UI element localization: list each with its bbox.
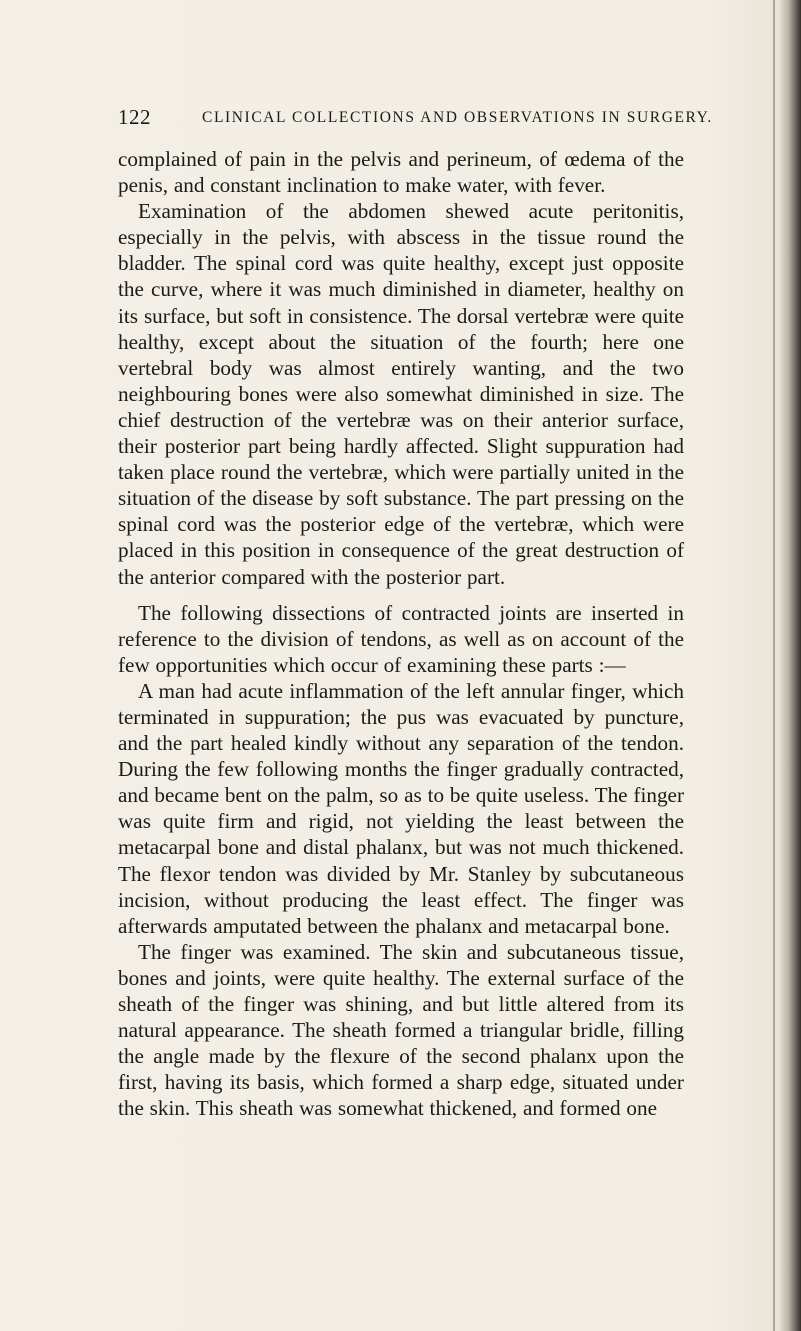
running-head (118, 105, 718, 133)
paragraph-dissections-intro: The following dissections of contracted joints are inserted in reference to the division of tendons, as well as on account of the few opportunities which occur of examining these parts :— (118, 600, 684, 677)
body-text (118, 146, 684, 1121)
page-edge-shadow (779, 0, 801, 1331)
page-edge-line (773, 0, 775, 1331)
paragraph-continuation: complained of pain in the pelvis and perineum, of œdema of the penis, and constant inclination to make water, with fever. (118, 147, 684, 198)
page-number: 122 (118, 105, 151, 129)
paragraph-case-annular-finger: A man had acute inflammation of the left annular finger, which terminated in suppuration; the pus was evacuated by puncture, and the part healed kindly without any separation of the tendon. During the few following months the finger gradually contracted, and became bent on the palm, so as to be quite useless. The finger was quite firm and rigid, not yielding the least between the metacarpal bone and distal phalanx, but was not much thickened. The flexor tendon was divided by Mr. Stanley by subcutaneous incision, without producing the least effect. The finger was afterwards amputated between the phalanx and metacarpal bone. (118, 678, 684, 938)
running-title: CLINICAL COLLECTIONS AND OBSERVATIONS IN SURGERY. (202, 109, 713, 126)
paragraph-examination: Examination of the abdomen shewed acute peritonitis, especially in the pelvis, with abscess in the tissue round the bladder. The spinal cord was quite healthy, except just opposite the curve, where it was much diminished in diameter, healthy on its surface, but soft in consistence. The dorsal vertebræ were quite healthy, except about the situation of the fourth; here one vertebral body was almost entirely wanting, and the two neighbouring bones were also somewhat diminished in size. The chief destruction of the vertebræ was on their anterior surface, their posterior part being hardly affected. Slight suppuration had taken place round the vertebræ, which were partially united in the situation of the disease by soft substance. The part pressing on the spinal cord was the posterior edge of the vertebræ, which were placed in this position in consequence of the great destruction of the anterior compared with the posterior part. (118, 199, 684, 589)
paragraph-finger-examined: The finger was examined. The skin and subcutaneous tissue, bones and joints, were quite healthy. The external surface of the sheath of the finger was shining, and but little altered from its natural appearance. The sheath formed a triangular bridle, filling the angle made by the flexure of the second phalanx upon the first, having its basis, which formed a sharp edge, situated under the skin. This sheath was somewhat thickened, and formed one (118, 939, 684, 1121)
